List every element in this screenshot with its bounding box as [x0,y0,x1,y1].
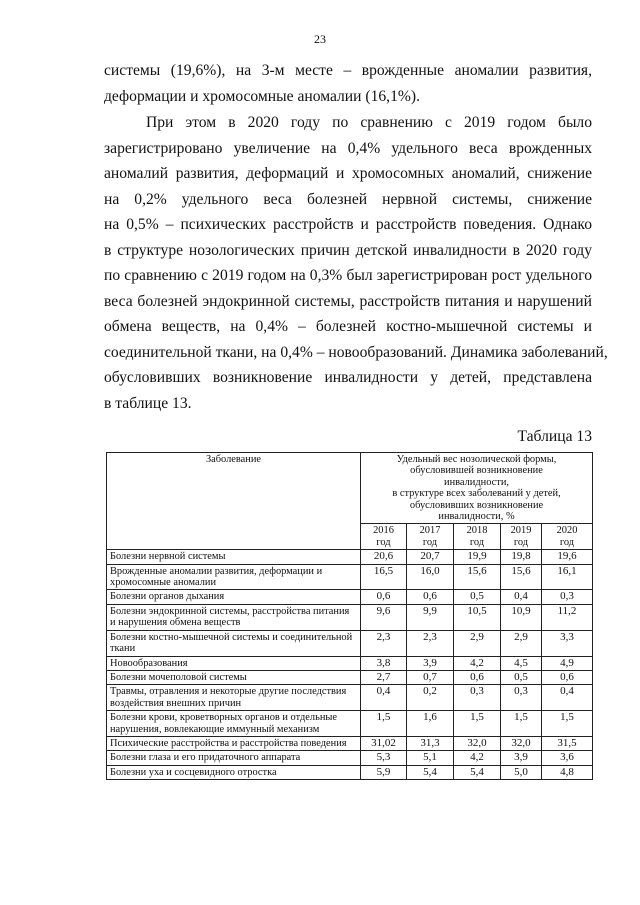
share-value-cell: 1,5 [501,711,542,737]
share-value-cell: 3,3 [542,630,593,656]
share-value-cell: 10,5 [454,604,501,630]
share-value-cell: 16,1 [542,564,593,590]
disease-name-cell: Болезни органов дыхания [107,590,361,604]
share-value-cell: 9,9 [407,604,454,630]
disease-name-cell: Врожденные аномалии развития, деформации и хромосомные аномалии [107,564,361,590]
share-value-cell: 19,8 [501,550,542,564]
share-value-cell: 0,6 [454,670,501,684]
share-value-cell: 9,6 [361,604,407,630]
share-value-cell: 2,3 [407,630,454,656]
disease-column-header: Заболевание [107,453,361,550]
table-row [107,550,593,564]
text-line: соединительной ткани, на 0,4% – новообразований. Динамика заболеваний, [104,343,608,361]
share-value-cell: 0,4 [501,590,542,604]
share-value-cell: 0,6 [407,590,454,604]
share-value-cell: 15,6 [501,564,542,590]
table-row [107,670,593,684]
table-row [107,630,593,656]
share-value-cell: 19,9 [454,550,501,564]
table-row [107,736,593,750]
text-line: на 0,2% удельного веса болезней нервной системы, снижение [104,190,592,208]
text-line: по сравнению с 2019 годом на 0,3% был зарегистрирован рост удельного [104,267,592,284]
share-value-cell: 31,3 [407,736,454,750]
year-value: 2017 [419,525,441,537]
disease-name-cell: Болезни глаза и его придаточного аппарата [107,751,361,765]
share-value-cell: 4,5 [501,656,542,670]
text-line: в структуре нозологических причин детской инвалидности в 2020 году [104,241,592,259]
table-row [107,751,593,765]
disease-name-cell: Новообразования [107,656,361,670]
share-value-cell: 4,2 [454,656,501,670]
share-value-cell: 1,5 [361,711,407,737]
share-value-cell: 4,9 [542,656,593,670]
year-header [542,524,593,550]
share-value-cell: 0,3 [454,685,501,711]
year-value: 2018 [466,525,488,537]
share-value-cell: 0,3 [542,590,593,604]
text-line: обмена веществ, на 0,4% – болезней костно-мышечной системы и [104,318,592,335]
share-value-cell: 3,9 [407,656,454,670]
disease-name-cell: Болезни уха и сосцевидного отростка [107,765,361,779]
share-value-cell: 10,9 [501,604,542,630]
share-value-cell: 0,4 [361,685,407,711]
header-line: обусловивших возникновение [409,499,544,511]
disease-name-cell: Болезни костно-мышечной системы и соединительной ткани [107,630,361,656]
table-caption: Таблица 13 [517,428,592,445]
header-line: инвалидности, [444,476,509,488]
share-value-cell: 2,3 [361,630,407,656]
header-line: обусловившей возникновение [410,465,543,477]
text-line: При этом в 2020 году по сравнению с 2019 годом было [146,114,592,131]
share-value-cell: 11,2 [542,604,593,630]
share-value-cell: 5,1 [407,751,454,765]
table-row [107,711,593,737]
disease-name-cell: Психические расстройства и расстройства поведения [107,736,361,750]
table-row [107,656,593,670]
year-header [454,524,501,550]
text-line: веса болезней эндокринной системы, расстройств питания и нарушений [104,292,592,310]
text-line: обусловивших возникновение инвалидности у детей, представлена [104,369,592,386]
year-unit: год [559,536,575,548]
disease-name-cell: Болезни нервной системы [107,550,361,564]
disability-structure-table [106,452,593,780]
share-value-cell: 4,8 [542,765,593,779]
share-value-cell: 1,6 [407,711,454,737]
text-line: зарегистрировано увеличение на 0,4% удельного веса врожденных [104,139,592,157]
share-value-cell: 19,6 [542,550,593,564]
year-unit: год [469,536,485,548]
share-value-cell: 3,6 [542,751,593,765]
share-value-cell: 2,9 [454,630,501,656]
share-value-cell: 15,6 [454,564,501,590]
header-line: в структуре всех заболеваний у детей, [392,488,561,500]
share-value-cell: 32,0 [454,736,501,750]
share-column-header [361,453,593,524]
share-value-cell: 4,2 [454,751,501,765]
disease-name-cell: Болезни мочеполовой системы [107,670,361,684]
share-value-cell: 5,0 [501,765,542,779]
continuation-paragraph [104,58,592,109]
table-row [107,685,593,711]
share-value-cell: 5,3 [361,751,407,765]
main-paragraph [104,110,608,416]
year-unit: год [513,536,529,548]
share-value-cell: 0,7 [407,670,454,684]
share-value-cell: 0,6 [361,590,407,604]
disease-name-cell: Болезни эндокринной системы, расстройства питания и нарушения обмена веществ [107,604,361,630]
share-value-cell: 0,3 [501,685,542,711]
share-value-cell: 0,5 [454,590,501,604]
year-header [501,524,542,550]
text-line: на 0,5% – психических расстройств и расстройств поведения. Однако [104,216,592,233]
text-line: аномалий развития, деформаций и хромосомных аномалий, снижение [104,165,592,182]
disease-name-cell: Травмы, отравления и некоторые другие последствия воздействия внешних причин [107,685,361,711]
share-value-cell: 3,8 [361,656,407,670]
text-line: системы (19,6%), на 3-м месте – врожденные аномалии развития, [104,62,592,79]
header-line: Удельный вес нозолической формы, [396,454,557,465]
table-row [107,604,593,630]
share-value-cell: 5,9 [361,765,407,779]
share-value-cell: 32,0 [501,736,542,750]
table-row [107,765,593,779]
year-unit: год [376,536,391,548]
year-value: 2016 [373,525,394,537]
table-row [107,590,593,604]
share-value-cell: 16,5 [361,564,407,590]
disease-name-cell: Болезни крови, кроветворных органов и отдельные нарушения, вовлекающие иммунный механизм [107,711,361,737]
share-value-cell: 5,4 [407,765,454,779]
year-header [361,524,407,550]
year-header [407,524,454,550]
share-value-cell: 3,9 [501,751,542,765]
text-line: в таблице 13. [104,394,192,412]
share-value-cell: 1,5 [542,711,593,737]
share-value-cell: 31,02 [361,736,407,750]
share-value-cell: 1,5 [454,711,501,737]
share-value-cell: 5,4 [454,765,501,779]
share-value-cell: 0,5 [501,670,542,684]
table-row [107,564,593,590]
year-value: 2020 [556,525,578,537]
share-value-cell: 16,0 [407,564,454,590]
share-value-cell: 2,9 [501,630,542,656]
year-value: 2019 [510,525,532,537]
share-value-cell: 0,2 [407,685,454,711]
share-value-cell: 0,4 [542,685,593,711]
share-value-cell: 2,7 [361,670,407,684]
share-value-cell: 20,6 [361,550,407,564]
share-value-cell: 0,6 [542,670,593,684]
share-value-cell: 20,7 [407,550,454,564]
text-line: деформации и хромосомные аномалии (16,1%). [104,87,420,105]
header-line: инвалидности, % [438,511,515,523]
page-number: 23 [314,32,326,46]
share-value-cell: 31,5 [542,736,593,750]
year-unit: год [422,536,438,548]
